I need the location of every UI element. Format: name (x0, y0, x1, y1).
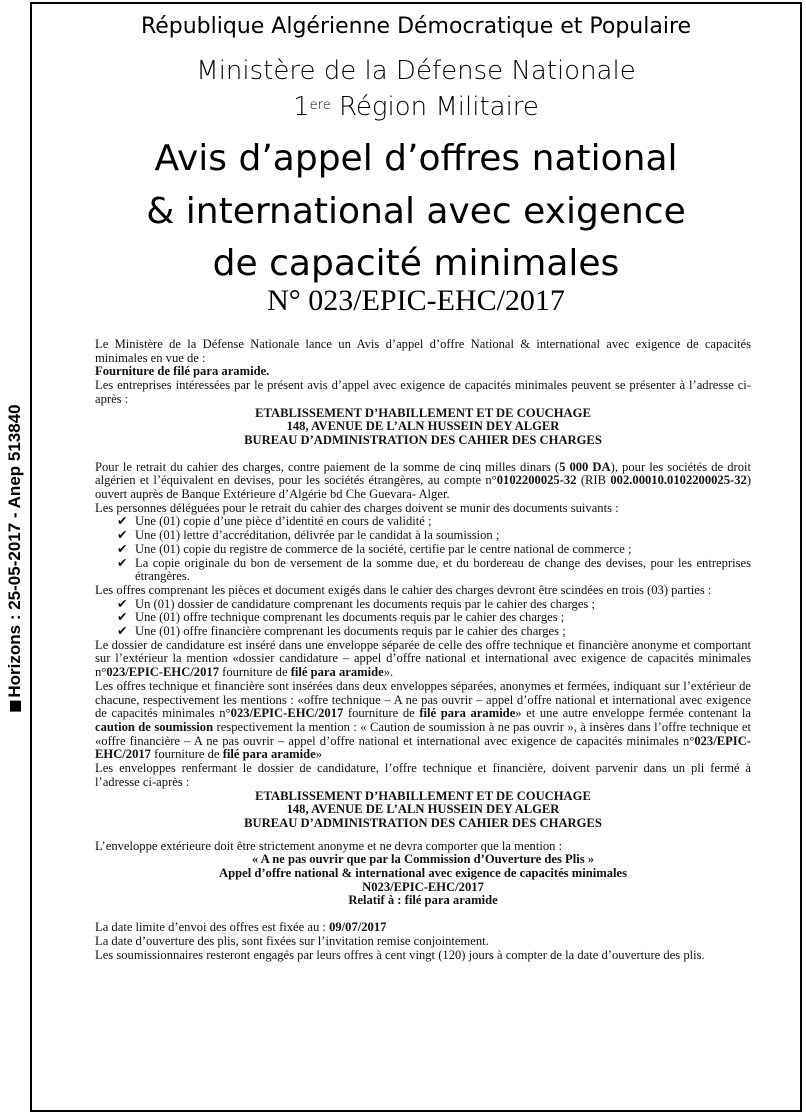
intro-paragraph: Le Ministère de la Défense Nationale lance un Avis d’appel d’offre National & international avec exigence de capacités minimales en vue de : (95, 337, 751, 365)
checkmark-icon: ✔ (117, 610, 128, 625)
side-stamp (0, 378, 30, 738)
outer-envelope-line-1: « A ne pas ouvrir que par la Commission d’Ouverture des Plis » (251, 852, 595, 867)
intro-paragraph-2: Les entreprises intéressées par le présent avis d’appel avec exigence de capacités minimales peuvent se présenter à l’adresse ci-après : (95, 378, 751, 406)
documents-list (95, 515, 751, 584)
list-item: ✔ Un (01) dossier de candidature comprenant les documents requis par le cahier des charges ; (117, 596, 595, 611)
list-item: ✔ Une (01) offre technique comprenant les documents requis par le cahier des charges ; (117, 610, 565, 625)
checkmark-icon: ✔ (117, 528, 128, 543)
withdrawal-paragraph: Pour le retrait du cahier des charges, contre paiement de la somme de cinq milles dinars (5 000 DA), pour les sociétés de droit algérien et l’équivalent en devises, pour les sociétés étrangères, au compte n°0102200025-32 (RIB 002.00010.0102200025-32) ouvert auprès de Banque Extérieure d’Algérie bd Che Guevara- Alger. (95, 459, 752, 502)
checkmark-icon: ✔ (117, 514, 128, 529)
dossier-paragraph: Le dossier de candidature est inséré dans une enveloppe séparée de celle des offre technique et financière anonyme et comportant sur l’extérieur la mention «dossier candidature – appel d’offre national et international avec exigence de capacités minimales n°023/EPIC-EHC/2017 fourniture de filé para aramide». (95, 637, 751, 680)
list-item: ✔ Une (01) lettre d’accréditation, délivrée par le candidat à la soumission ; (117, 528, 500, 543)
outer-envelope-line-3: N023/EPIC-EHC/2017 (362, 879, 484, 894)
square-icon (10, 701, 21, 712)
checkmark-icon: ✔ (117, 596, 128, 611)
offers-envelope-paragraph: Les offres technique et financière sont insérées dans deux enveloppes séparées, anonymes et fermées, indiquant sur l’extérieur de chacune, respectivement les mentions : «offre technique – A ne pas ouvrir – appel d’offre national et international avec exigence de capacités minimales n°023/EPIC-EHC/2017 fourniture de filé para aramide» et une autre enveloppe fermée contenant la caution de soumission respectivement la mention : « Caution de soumission à ne pas ouvrir », à insères dans l’offre technique et «offre financière – A ne pas ouvrir – appel d’offre national et international avec exigence de capacités minimales n°023/EPIC-EHC/2017 fourniture de filé para aramide» (95, 678, 751, 762)
list-item: ✔ Une (01) offre financière comprenant les documents requis par le cahier des charges ; (117, 624, 566, 639)
envelopes-paragraph: Les enveloppes renfermant le dossier de candidature, l’offre technique et financière, doivent parvenir dans un pli fermé à l’adresse ci-après : (95, 761, 751, 789)
deadline-line: La date limite d’envoi des offres est fixée au : 09/07/2017 (95, 920, 387, 935)
documents-intro: Les personnes déléguées pour le retrait du cahier des charges doivent se munir des documents suivants : (95, 500, 619, 515)
address-line-2: 148, AVENUE DE L’ALN HUSSEIN DEY ALGER (286, 419, 560, 434)
validity-line: Les soumissionnaires resteront engagés par leurs offres à cent vingt (120) jours à compter de la date d’ouverture des plis. (95, 947, 705, 962)
offers-list (95, 598, 751, 639)
outer-envelope-line-2: Appel d’offre national & international avec exigence de capacités minimales (219, 866, 627, 881)
checkmark-icon: ✔ (117, 541, 128, 556)
address-line-1: ETABLISSEMENT D’HABILLEMENT ET DE COUCHAGE (255, 405, 591, 420)
address-line-3: BUREAU D’ADMINISTRATION DES CAHIER DES CHARGES (244, 432, 602, 447)
address-line-3: BUREAU D’ADMINISTRATION DES CAHIER DES CHARGES (244, 815, 602, 830)
notice-title-line1: Avis d’appel d’offres national (154, 138, 678, 179)
list-item: ✔ La copie originale du bon de versement de la somme due, et du bordereau de change des devises, pour les entreprises étrangères. (117, 555, 751, 584)
object-line: Fourniture de filé para aramide. (95, 364, 270, 379)
republic-heading: République Algérienne Démocratique et Populaire (140, 14, 692, 39)
offers-intro: Les offres comprenant les pièces et document exigés dans le cahier des charges devront être scindées en trois (03) parties : (95, 582, 712, 597)
notice-body (95, 338, 751, 962)
outer-envelope-intro: L’enveloppe extérieure doit être strictement anonyme et ne devra comporter que la mention : (95, 838, 563, 853)
list-item: ✔ Une (01) copie du registre de commerce de la société, certifie par le centre national de commerce ; (117, 541, 632, 556)
opening-line: La date d’ouverture des plis, sont fixées sur l’invitation remise conjointement. (95, 933, 489, 948)
notice-number: N° 023/EPIC-EHC/2017 (267, 284, 565, 317)
list-item: ✔ Une (01) copie d’une pièce d’identité en cours de validité ; (117, 514, 432, 529)
checkmark-icon: ✔ (117, 624, 128, 639)
address-line-1: ETABLISSEMENT D’HABILLEMENT ET DE COUCHAGE (255, 788, 591, 803)
notice-title-line3: de capacité minimales (212, 243, 620, 284)
address-line-2: 148, AVENUE DE L’ALN HUSSEIN DEY ALGER (286, 802, 560, 817)
notice-title-line2: & international avec exigence (146, 191, 686, 232)
side-stamp-text: Horizons : 25-05-2017 - Anep 513840 (5, 404, 24, 698)
outer-envelope-line-4: Relatif à : filé para aramide (348, 893, 498, 908)
checkmark-icon: ✔ (117, 555, 128, 570)
region-heading: 1ere Région Militaire (293, 92, 539, 122)
ministry-heading: Ministère de la Défense Nationale (196, 56, 636, 86)
